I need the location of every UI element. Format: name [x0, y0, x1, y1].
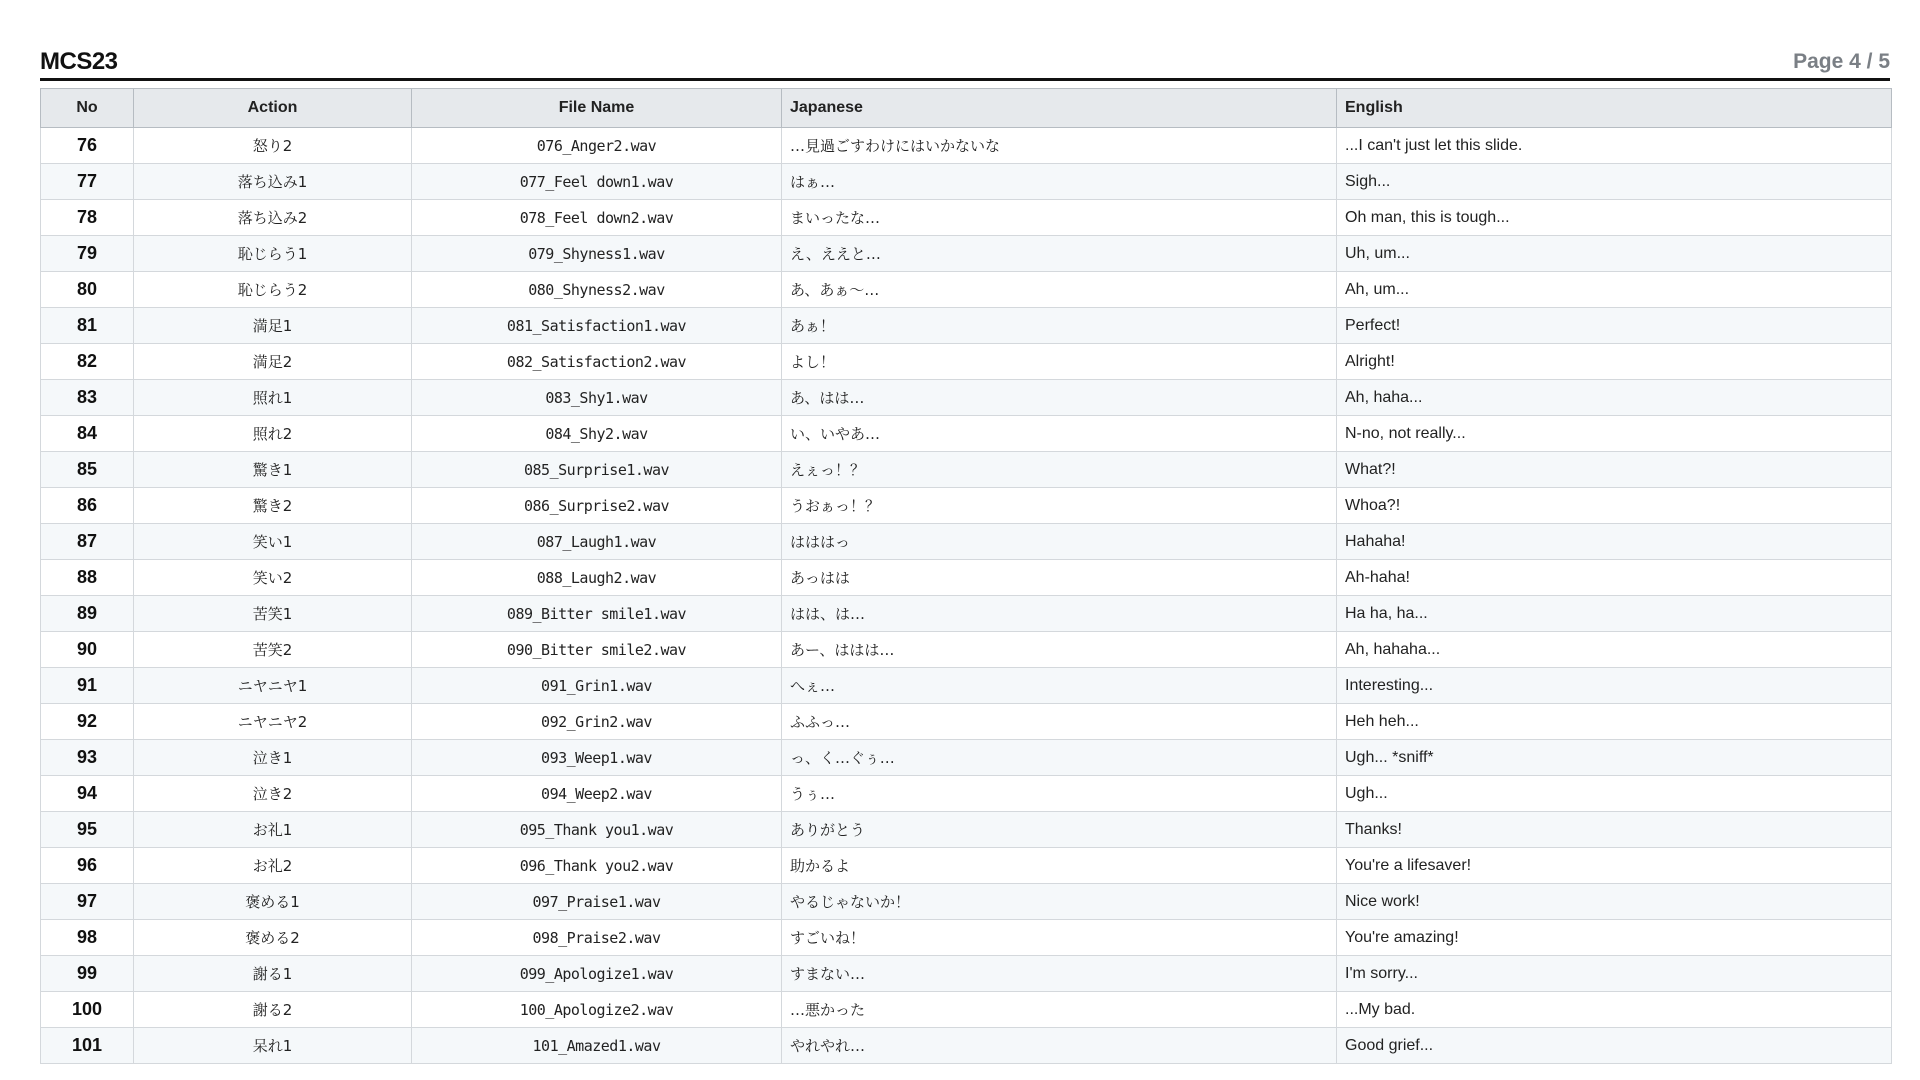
cell-english: Whoa?! [1337, 488, 1892, 524]
table-row [41, 740, 1892, 776]
table-row [41, 920, 1892, 956]
cell-english: I'm sorry... [1337, 956, 1892, 992]
cell-file-name: 090_Bitter smile2.wav [412, 632, 782, 668]
cell-english: ...I can't just let this slide. [1337, 128, 1892, 164]
cell-english: Ha ha, ha... [1337, 596, 1892, 632]
cell-action: 謝る1 [134, 956, 412, 992]
cell-file-name: 078_Feel down2.wav [412, 200, 782, 236]
document-page [40, 40, 1890, 1064]
cell-file-name: 095_Thank you1.wav [412, 812, 782, 848]
cell-file-name: 099_Apologize1.wav [412, 956, 782, 992]
table-row [41, 560, 1892, 596]
cell-no: 81 [41, 308, 134, 344]
cell-action: 笑い2 [134, 560, 412, 596]
cell-english: Sigh... [1337, 164, 1892, 200]
table-row [41, 884, 1892, 920]
cell-japanese: あー、ははは… [782, 632, 1337, 668]
cell-japanese: あぁ！ [782, 308, 1337, 344]
cell-action: 恥じらう2 [134, 272, 412, 308]
cell-japanese: ありがとう [782, 812, 1337, 848]
cell-english: Ah, um... [1337, 272, 1892, 308]
cell-no: 77 [41, 164, 134, 200]
cell-no: 94 [41, 776, 134, 812]
cell-action: お礼2 [134, 848, 412, 884]
cell-action: 驚き1 [134, 452, 412, 488]
column-header-action: Action [134, 89, 412, 128]
voice-lines-table [40, 88, 1892, 1064]
cell-file-name: 093_Weep1.wav [412, 740, 782, 776]
cell-no: 100 [41, 992, 134, 1028]
cell-no: 91 [41, 668, 134, 704]
cell-action: 呆れ1 [134, 1028, 412, 1064]
cell-japanese: あっはは [782, 560, 1337, 596]
column-header-english: English [1337, 89, 1892, 128]
cell-action: 泣き2 [134, 776, 412, 812]
cell-english: Ugh... *sniff* [1337, 740, 1892, 776]
table-row [41, 236, 1892, 272]
cell-action: 怒り2 [134, 128, 412, 164]
cell-action: 満足2 [134, 344, 412, 380]
cell-english: Ah, hahaha... [1337, 632, 1892, 668]
cell-no: 97 [41, 884, 134, 920]
cell-no: 90 [41, 632, 134, 668]
cell-file-name: 092_Grin2.wav [412, 704, 782, 740]
cell-action: 褒める1 [134, 884, 412, 920]
cell-japanese: うぅ… [782, 776, 1337, 812]
table-row [41, 308, 1892, 344]
cell-japanese: あ、はは… [782, 380, 1337, 416]
column-header-file-name: File Name [412, 89, 782, 128]
cell-no: 80 [41, 272, 134, 308]
cell-japanese: えぇっ！？ [782, 452, 1337, 488]
table-row [41, 776, 1892, 812]
cell-no: 96 [41, 848, 134, 884]
table-row [41, 812, 1892, 848]
cell-action: 笑い1 [134, 524, 412, 560]
cell-file-name: 077_Feel down1.wav [412, 164, 782, 200]
table-row [41, 128, 1892, 164]
table-row [41, 992, 1892, 1028]
cell-action: 落ち込み2 [134, 200, 412, 236]
cell-action: 褒める2 [134, 920, 412, 956]
cell-japanese: はぁ… [782, 164, 1337, 200]
cell-file-name: 084_Shy2.wav [412, 416, 782, 452]
cell-no: 82 [41, 344, 134, 380]
table-row [41, 380, 1892, 416]
cell-action: 驚き2 [134, 488, 412, 524]
cell-action: 謝る2 [134, 992, 412, 1028]
page-header [40, 40, 1890, 81]
cell-action: 苦笑2 [134, 632, 412, 668]
cell-no: 99 [41, 956, 134, 992]
cell-file-name: 082_Satisfaction2.wav [412, 344, 782, 380]
cell-action: ニヤニヤ1 [134, 668, 412, 704]
cell-action: 照れ2 [134, 416, 412, 452]
cell-file-name: 088_Laugh2.wav [412, 560, 782, 596]
cell-no: 87 [41, 524, 134, 560]
table-row [41, 164, 1892, 200]
cell-file-name: 100_Apologize2.wav [412, 992, 782, 1028]
cell-english: Alright! [1337, 344, 1892, 380]
cell-action: お礼1 [134, 812, 412, 848]
cell-file-name: 098_Praise2.wav [412, 920, 782, 956]
table-row [41, 632, 1892, 668]
cell-action: ニヤニヤ2 [134, 704, 412, 740]
cell-action: 落ち込み1 [134, 164, 412, 200]
cell-action: 恥じらう1 [134, 236, 412, 272]
cell-no: 89 [41, 596, 134, 632]
table-row [41, 272, 1892, 308]
column-header-no: No [41, 89, 134, 128]
cell-no: 101 [41, 1028, 134, 1064]
cell-file-name: 076_Anger2.wav [412, 128, 782, 164]
cell-english: ...My bad. [1337, 992, 1892, 1028]
table-row [41, 596, 1892, 632]
cell-action: 苦笑1 [134, 596, 412, 632]
cell-english: N-no, not really... [1337, 416, 1892, 452]
cell-japanese: すまない… [782, 956, 1337, 992]
cell-english: Ugh... [1337, 776, 1892, 812]
cell-file-name: 081_Satisfaction1.wav [412, 308, 782, 344]
cell-english: Ah, haha... [1337, 380, 1892, 416]
cell-english: Perfect! [1337, 308, 1892, 344]
cell-file-name: 094_Weep2.wav [412, 776, 782, 812]
cell-no: 84 [41, 416, 134, 452]
table-header-row [41, 89, 1892, 128]
column-header-japanese: Japanese [782, 89, 1337, 128]
cell-file-name: 085_Surprise1.wav [412, 452, 782, 488]
table-row [41, 1028, 1892, 1064]
cell-japanese: やれやれ… [782, 1028, 1337, 1064]
cell-action: 泣き1 [134, 740, 412, 776]
table-row [41, 524, 1892, 560]
table-row [41, 668, 1892, 704]
cell-japanese: よし！ [782, 344, 1337, 380]
cell-file-name: 089_Bitter smile1.wav [412, 596, 782, 632]
cell-japanese: え、ええと… [782, 236, 1337, 272]
cell-action: 満足1 [134, 308, 412, 344]
cell-file-name: 086_Surprise2.wav [412, 488, 782, 524]
cell-no: 95 [41, 812, 134, 848]
cell-japanese: い、いやあ… [782, 416, 1337, 452]
cell-file-name: 101_Amazed1.wav [412, 1028, 782, 1064]
cell-file-name: 097_Praise1.wav [412, 884, 782, 920]
cell-file-name: 096_Thank you2.wav [412, 848, 782, 884]
cell-english: Ah-haha! [1337, 560, 1892, 596]
table-row [41, 704, 1892, 740]
cell-japanese: はははっ [782, 524, 1337, 560]
cell-japanese: うおぁっ！？ [782, 488, 1337, 524]
cell-no: 79 [41, 236, 134, 272]
cell-file-name: 083_Shy1.wav [412, 380, 782, 416]
cell-no: 98 [41, 920, 134, 956]
cell-file-name: 087_Laugh1.wav [412, 524, 782, 560]
cell-action: 照れ1 [134, 380, 412, 416]
cell-japanese: …悪かった [782, 992, 1337, 1028]
table-row [41, 956, 1892, 992]
cell-english: Nice work! [1337, 884, 1892, 920]
cell-file-name: 080_Shyness2.wav [412, 272, 782, 308]
cell-english: Interesting... [1337, 668, 1892, 704]
cell-english: Oh man, this is tough... [1337, 200, 1892, 236]
cell-no: 83 [41, 380, 134, 416]
table-row [41, 344, 1892, 380]
table-row [41, 200, 1892, 236]
cell-no: 93 [41, 740, 134, 776]
cell-english: Good grief... [1337, 1028, 1892, 1064]
cell-no: 76 [41, 128, 134, 164]
cell-no: 86 [41, 488, 134, 524]
cell-file-name: 091_Grin1.wav [412, 668, 782, 704]
cell-english: You're a lifesaver! [1337, 848, 1892, 884]
cell-file-name: 079_Shyness1.wav [412, 236, 782, 272]
cell-japanese: へぇ… [782, 668, 1337, 704]
cell-japanese: まいったな… [782, 200, 1337, 236]
cell-japanese: ふふっ… [782, 704, 1337, 740]
cell-english: Heh heh... [1337, 704, 1892, 740]
cell-no: 92 [41, 704, 134, 740]
cell-no: 85 [41, 452, 134, 488]
cell-japanese: 助かるよ [782, 848, 1337, 884]
table-row [41, 848, 1892, 884]
table-row [41, 452, 1892, 488]
table-body [41, 128, 1892, 1064]
cell-japanese: すごいね！ [782, 920, 1337, 956]
cell-japanese: あ、あぁ〜… [782, 272, 1337, 308]
cell-no: 78 [41, 200, 134, 236]
table-row [41, 416, 1892, 452]
cell-english: You're amazing! [1337, 920, 1892, 956]
cell-no: 88 [41, 560, 134, 596]
cell-japanese: やるじゃないか！ [782, 884, 1337, 920]
table-row [41, 488, 1892, 524]
cell-japanese: はは、は… [782, 596, 1337, 632]
cell-japanese: …見過ごすわけにはいかないな [782, 128, 1337, 164]
document-title: MCS23 [40, 48, 118, 75]
cell-english: Hahaha! [1337, 524, 1892, 560]
cell-english: Thanks! [1337, 812, 1892, 848]
cell-english: Uh, um... [1337, 236, 1892, 272]
cell-japanese: っ、く…ぐぅ… [782, 740, 1337, 776]
page-indicator: Page 4 / 5 [1793, 50, 1890, 73]
cell-english: What?! [1337, 452, 1892, 488]
